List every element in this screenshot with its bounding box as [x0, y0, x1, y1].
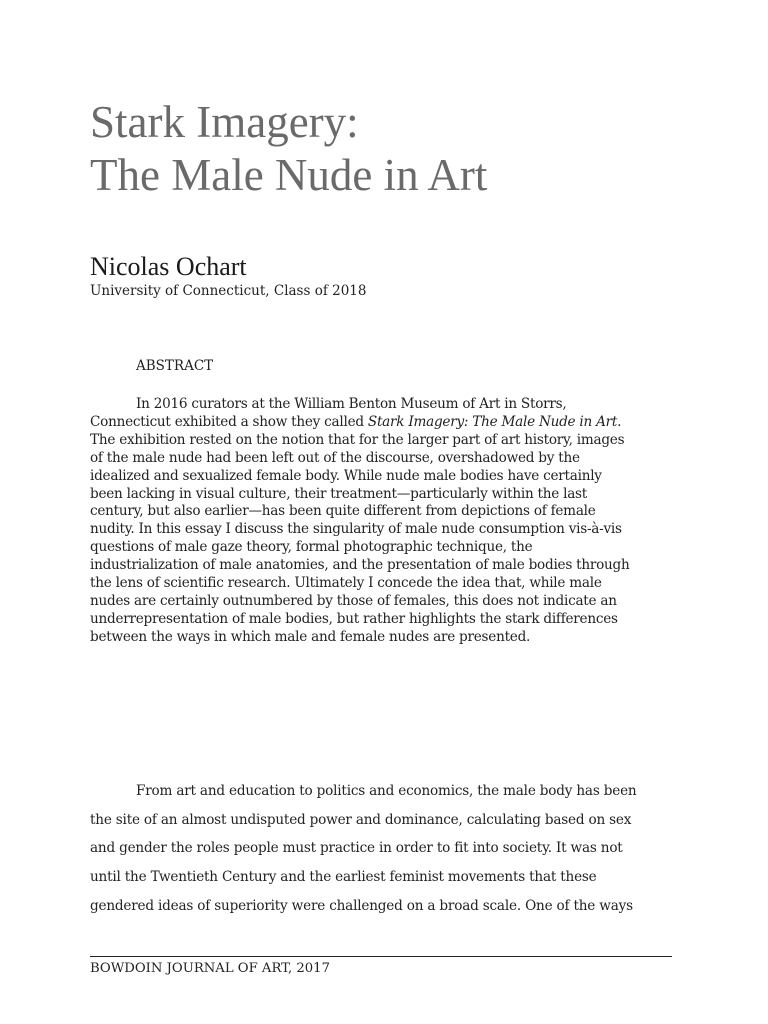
- abstract-heading: ABSTRACT: [136, 358, 214, 374]
- body-line: From art and education to politics and economics, the male body has been: [136, 783, 637, 799]
- exhibition-title: Stark Imagery: The Male Nude in Art: [367, 413, 618, 430]
- title-line-1: Stark Imagery:: [90, 97, 359, 147]
- footer-divider: [90, 956, 672, 957]
- title-line-2: The Male Nude in Art: [90, 150, 488, 200]
- abstract-line-text: Connecticut exhibited a show they called: [90, 413, 368, 430]
- abstract-line: industrialization of male anatomies, and the presentation of male bodies through: [90, 557, 630, 574]
- abstract-line: been lacking in visual culture, their treatment—particularly within the last: [90, 485, 587, 502]
- author-affiliation: University of Connecticut, Class of 2018: [90, 283, 367, 299]
- abstract-line-punct: .: [617, 413, 622, 430]
- abstract-line: nudes are certainly outnumbered by those of females, this does not indicate an: [90, 592, 617, 609]
- abstract-line: In 2016 curators at the William Benton Museum of Art in Storrs,: [136, 396, 567, 412]
- abstract-line: century, but also earlier—has been quite different from depictions of female: [90, 503, 596, 520]
- body-line: and gender the roles people must practice in order to fit into society. It was not: [90, 840, 623, 857]
- abstract-line: [90, 414, 676, 432]
- abstract-line: questions of male gaze theory, formal photographic technique, the: [90, 539, 533, 556]
- journal-footer: BOWDOIN JOURNAL OF ART, 2017: [90, 961, 330, 976]
- abstract-line: of the male nude had been left out of the discourse, overshadowed by the: [90, 449, 580, 466]
- abstract-line: the lens of scientific research. Ultimately I concede the idea that, while male: [90, 575, 602, 592]
- body-line: until the Twentieth Century and the earliest feminist movements that these: [90, 869, 597, 886]
- abstract-body: [90, 396, 676, 647]
- body-paragraph: [90, 777, 676, 921]
- body-line: the site of an almost undisputed power and dominance, calculating based on sex: [90, 811, 632, 828]
- article-title: [90, 96, 487, 202]
- author-name: Nicolas Ochart: [90, 252, 247, 281]
- abstract-line: idealized and sexualized female body. While nude male bodies have certainly: [90, 467, 602, 484]
- abstract-line: nudity. In this essay I discuss the singularity of male nude consumption vis-à-vis: [90, 521, 622, 538]
- body-line: gendered ideas of superiority were challenged on a broad scale. One of the ways: [90, 897, 633, 914]
- abstract-line: The exhibition rested on the notion that for the larger part of art history, images: [90, 431, 625, 448]
- abstract-line: between the ways in which male and female nudes are presented.: [90, 628, 531, 645]
- abstract-line: underrepresentation of male bodies, but rather highlights the stark differences: [90, 610, 618, 627]
